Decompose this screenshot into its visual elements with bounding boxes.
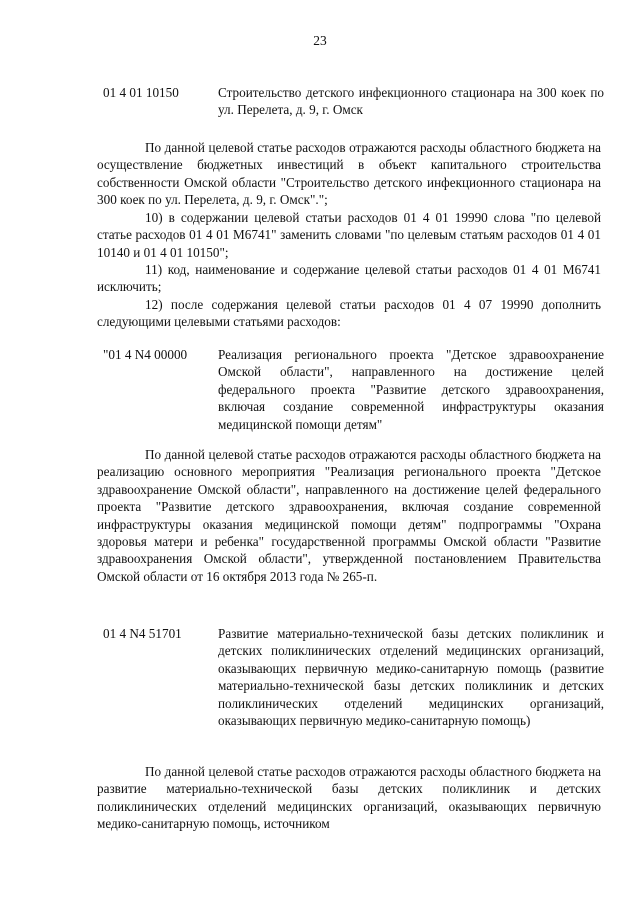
paragraph: По данной целевой статье расходов отражаются расходы областного бюджета на осуществление бюджетных инвестиций в объект капитального строительства собственности Омской области "Строительство детского инфекционного стационара на 300 коек по ул. Перелета, д. 9, г. Омск".";	[97, 140, 601, 208]
entry-code: 01 4 N4 51701	[103, 626, 182, 641]
paragraph: По данной целевой статье расходов отражаются расходы областного бюджета на развитие материально-технической базы детских поликлиник и детских поликлинических отделений медицинских организаций, оказывающих первичную медико-санитарную помощь, источником	[97, 764, 601, 832]
entry-name: Строительство детского инфекционного стационара на 300 коек по ул. Перелета, д. 9, г. Омск	[218, 85, 604, 118]
paragraph: 11) код, наименование и содержание целевой статьи расходов 01 4 01 М6741 исключить;	[97, 262, 601, 295]
entry-name: Развитие материально-технической базы детских поликлиник и детских поликлинических отделений медицинских организаций, оказывающих первичную медико-санитарную помощь (развитие материально-технической базы детских поликлиник и детских поликлинических отделений медицинских организаций, оказывающих первичную медико-санитарную помощь)	[218, 626, 604, 729]
page-number: 23	[313, 33, 327, 48]
paragraph: 12) после содержания целевой статьи расходов 01 4 07 19990 дополнить следующими целевыми статьями расходов:	[97, 297, 601, 330]
entry-code: 01 4 01 10150	[103, 85, 179, 100]
entry-name: Реализация регионального проекта "Детское здравоохранение Омской области", направленного на достижение целей федерального проекта "Развитие детского здравоохранения, включая создание современной инфраструктуры оказания медицинской помощи детям"	[218, 347, 604, 432]
paragraph: По данной целевой статье расходов отражаются расходы областного бюджета на реализацию основного мероприятия "Реализация регионального проекта "Детское здравоохранение Омской области", направленного на достижение целей федерального проекта "Развитие детского здравоохранения, включая создание современной инфраструктуры оказания медицинской помощи детям" подпрограммы "Охрана здоровья матери и ребенка" государственной программы Омской области "Развитие здравоохранения Омской области", утвержденной постановлением Правительства Омской области от 16 октября 2013 года № 265-п.	[97, 447, 601, 584]
paragraph: 10) в содержании целевой статьи расходов 01 4 01 19990 слова "по целевой статье расходов 01 4 01 М6741" заменить словами "по целевым статьям расходов 01 4 01 10140 и 01 4 01 10150";	[97, 210, 601, 260]
entry-code: "01 4 N4 00000	[103, 347, 188, 362]
